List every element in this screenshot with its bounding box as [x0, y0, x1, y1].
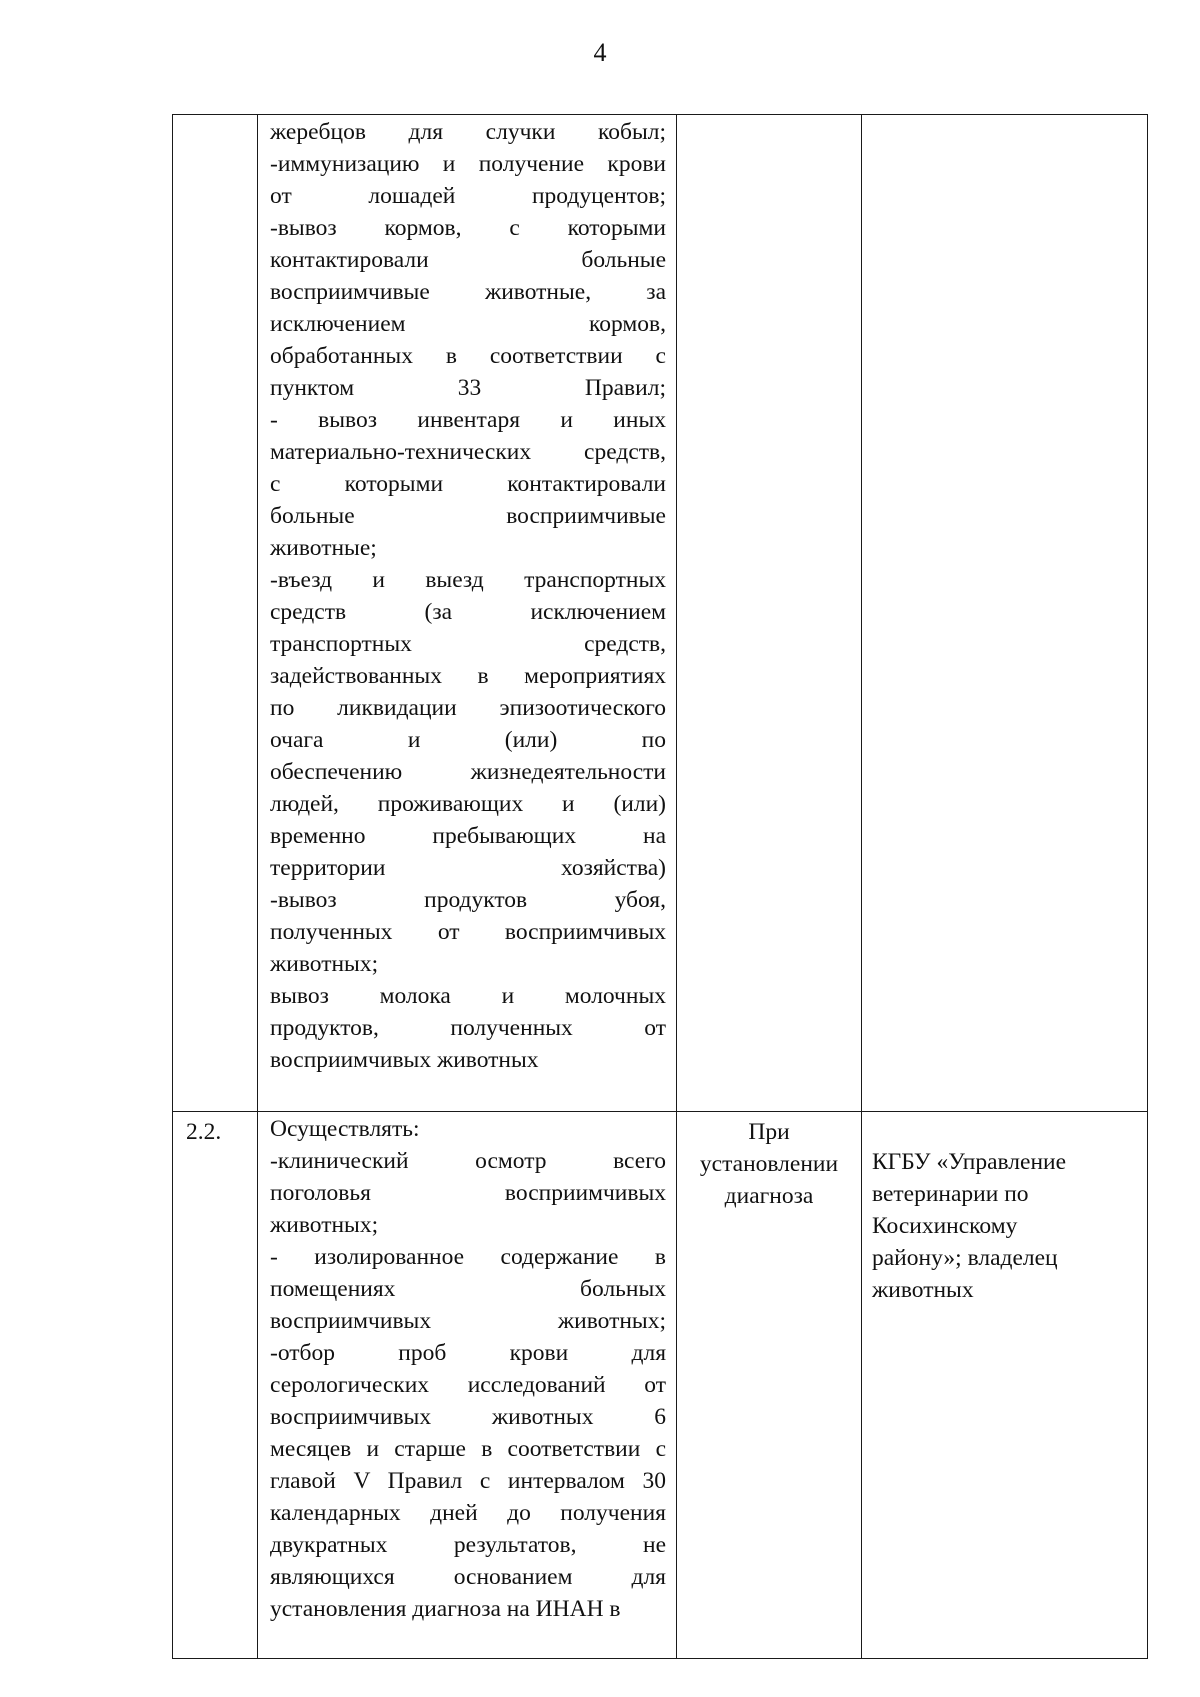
text-line: серологических исследований от — [270, 1372, 666, 1398]
item-number-cell — [173, 115, 258, 1112]
text-line: Осуществлять: — [270, 1116, 420, 1142]
text-line: району»; владелец — [872, 1245, 1058, 1271]
term-cell — [677, 1112, 862, 1659]
text-line: двукратных результатов, не — [270, 1532, 666, 1558]
text-line: животных; — [270, 1212, 379, 1238]
text-line: с которыми контактировали — [270, 471, 666, 497]
text-line: восприимчивых животных 6 — [270, 1404, 666, 1430]
text-line: людей, проживающих и (или) — [270, 791, 666, 817]
text-line: - изолированное содержание в — [270, 1244, 666, 1270]
text-line: -въезд и выезд транспортных — [270, 567, 666, 593]
text-line: При — [748, 1119, 790, 1145]
text-line: месяцев и старше в соответствии с — [270, 1436, 666, 1462]
item-number-cell: 2.2. — [173, 1112, 258, 1659]
measures-table — [172, 114, 1148, 1659]
responsible-cell — [862, 1112, 1148, 1659]
text-line: полученных от восприимчивых — [270, 919, 666, 945]
text-line: -отбор проб крови для — [270, 1340, 666, 1366]
text-line: -вывоз кормов, с которыми — [270, 215, 666, 241]
text-line: являющихся основанием для — [270, 1564, 666, 1590]
text-line: транспортных средств, — [270, 631, 666, 657]
text-line: жеребцов для случки кобыл; — [270, 119, 666, 145]
measures-cell — [258, 1112, 677, 1659]
text-line: поголовья восприимчивых — [270, 1180, 666, 1206]
text-line: исключением кормов, — [270, 311, 666, 337]
text-line: территории хозяйства) — [270, 855, 666, 881]
text-line: животных; — [270, 951, 379, 977]
text-line: задействованных в мероприятиях — [270, 663, 666, 689]
text-line: главой V Правил с интервалом 30 — [270, 1468, 666, 1494]
text-line: восприимчивые животные, за — [270, 279, 666, 305]
text-line: КГБУ «Управление — [872, 1149, 1067, 1175]
text-line: установления диагноза на ИНАН в — [270, 1596, 621, 1622]
text-line: восприимчивых животных — [270, 1047, 539, 1073]
text-line: от лошадей продуцентов; — [270, 183, 666, 209]
text-line: обеспечению жизнедеятельности — [270, 759, 666, 785]
page-number: 4 — [593, 38, 607, 67]
text-line: -иммунизацию и получение крови — [270, 151, 666, 177]
text-line: -клинический осмотр всего — [270, 1148, 666, 1174]
text-line: установлении — [699, 1151, 839, 1177]
text-line: животных — [872, 1277, 974, 1303]
text-line: диагноза — [724, 1183, 814, 1209]
text-line: помещениях больных — [270, 1276, 666, 1302]
text-line: восприимчивых животных; — [270, 1308, 666, 1334]
text-line: очага и (или) по — [270, 727, 666, 753]
text-line: -вывоз продуктов убоя, — [270, 887, 666, 913]
text-line: ветеринарии по — [872, 1181, 1029, 1207]
text-line: контактировали больные — [270, 247, 666, 273]
table-row — [173, 1112, 1148, 1659]
measures-cell — [258, 115, 677, 1112]
text-line: временно пребывающих на — [270, 823, 666, 849]
text-line: пунктом 33 Правил; — [270, 375, 666, 401]
responsible-cell — [862, 115, 1148, 1112]
text-line: календарных дней до получения — [270, 1500, 666, 1526]
text-line: материально-технических средств, — [270, 439, 666, 465]
text-line: больные восприимчивые — [270, 503, 666, 529]
text-line: средств (за исключением — [270, 599, 666, 625]
text-line: вывоз молока и молочных — [270, 983, 666, 1009]
text-line: Косихинскому — [872, 1213, 1018, 1239]
text-line: обработанных в соответствии с — [270, 343, 666, 369]
text-line: продуктов, полученных от — [270, 1015, 666, 1041]
term-cell — [677, 115, 862, 1112]
table-row — [173, 115, 1148, 1112]
text-line: - вывоз инвентаря и иных — [270, 407, 666, 433]
text-line: по ликвидации эпизоотического — [270, 695, 666, 721]
text-line: животные; — [270, 535, 377, 561]
